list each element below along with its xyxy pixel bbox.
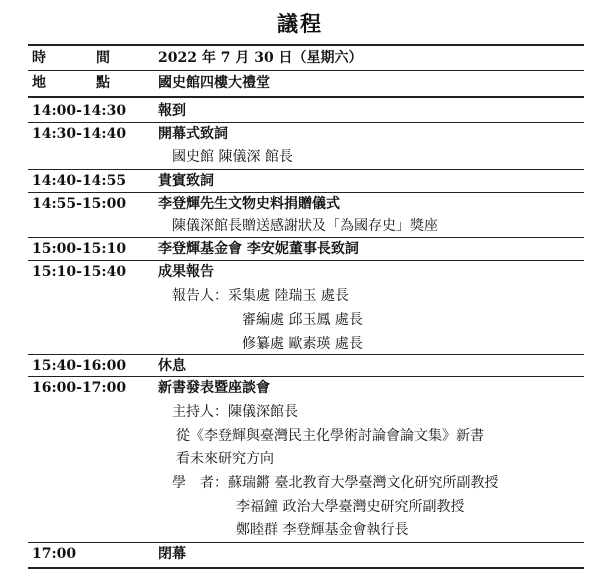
agenda-time: 15:10-15:40 [32, 264, 127, 280]
agenda-time: 14:00-14:30 [32, 103, 127, 119]
agenda-item: 開幕式致詞 [158, 126, 228, 142]
agenda-detail-row [0, 472, 600, 494]
agenda-detail-row [0, 146, 600, 168]
agenda-detail: 鄭睦群 李登輝基金會執行長 [236, 522, 409, 538]
time-value: 2022 年 7 月 30 日（星期六） [158, 50, 363, 66]
agenda-detail-row [0, 496, 600, 518]
agenda-detail: 主持人：陳儀深館長 [172, 404, 298, 420]
agenda-row [0, 377, 600, 399]
page-title: 議程 [277, 11, 323, 36]
divider [28, 70, 584, 71]
agenda-row [0, 238, 600, 260]
agenda-detail: 審編處 邱玉鳳 處長 [242, 312, 363, 328]
agenda-detail: 從《李登輝與臺灣民主化學術討論會論文集》新書 [176, 428, 484, 444]
place-value: 國史館四樓大禮堂 [158, 75, 270, 91]
agenda-time: 15:00-15:10 [32, 241, 127, 257]
agenda-detail: 看未來研究方向 [176, 451, 274, 467]
agenda-time: 16:00-17:00 [32, 380, 127, 396]
agenda-time: 14:55-15:00 [32, 196, 127, 212]
agenda-detail: 李福鐘 政治大學臺灣史研究所副教授 [236, 499, 465, 515]
agenda-item: 成果報告 [158, 264, 214, 280]
agenda-row [0, 543, 600, 565]
agenda-detail-row [0, 401, 600, 423]
agenda-time: 14:30-14:40 [32, 126, 127, 142]
agenda-detail-row [0, 309, 600, 331]
agenda-detail: 修纂處 歐素瑛 處長 [242, 336, 363, 352]
header-place-row: 地 點 國史館四樓大禮堂 [0, 72, 600, 94]
agenda-detail-row [0, 333, 600, 355]
agenda-detail: 陳儀深館長贈送感謝狀及「為國存史」獎座 [172, 218, 438, 234]
agenda-item: 貴賓致詞 [158, 173, 214, 189]
agenda-item: 報到 [158, 103, 186, 119]
agenda-detail: 國史館 陳儀深 館長 [172, 149, 293, 165]
agenda-time: 14:40-14:55 [32, 173, 127, 189]
agenda-item: 閉幕 [158, 546, 186, 562]
agenda-row [0, 355, 600, 377]
agenda-row [0, 123, 600, 145]
bottom-rule [28, 567, 584, 569]
agenda-item: 李登輝先生文物史料捐贈儀式 [158, 196, 340, 212]
agenda-time: 15:40-16:00 [32, 358, 127, 374]
agenda-detail: 報告人：采集處 陸瑞玉 處長 [172, 288, 349, 304]
agenda-item: 李登輝基金會 李安妮董事長致詞 [158, 241, 359, 257]
agenda-item: 休息 [158, 358, 186, 374]
agenda-row [0, 261, 600, 283]
agenda-detail: 學 者：蘇瑞鏘 臺北教育大學臺灣文化研究所副教授 [172, 475, 499, 491]
agenda-detail-row [0, 448, 600, 470]
agenda-detail-row [0, 519, 600, 541]
agenda-row [0, 100, 600, 122]
header-time-row: 時 間 2022 年 7 月 30 日（星期六） [0, 47, 600, 69]
agenda-time: 17:00 [32, 546, 77, 562]
agenda-detail-row [0, 285, 600, 307]
agenda-row [0, 170, 600, 192]
agenda-detail-row [0, 425, 600, 447]
agenda-detail-row [0, 215, 600, 237]
agenda-item: 新書發表暨座談會 [158, 380, 270, 396]
header-bottom-rule [28, 96, 584, 98]
top-rule [28, 44, 584, 46]
agenda-row [0, 193, 600, 215]
